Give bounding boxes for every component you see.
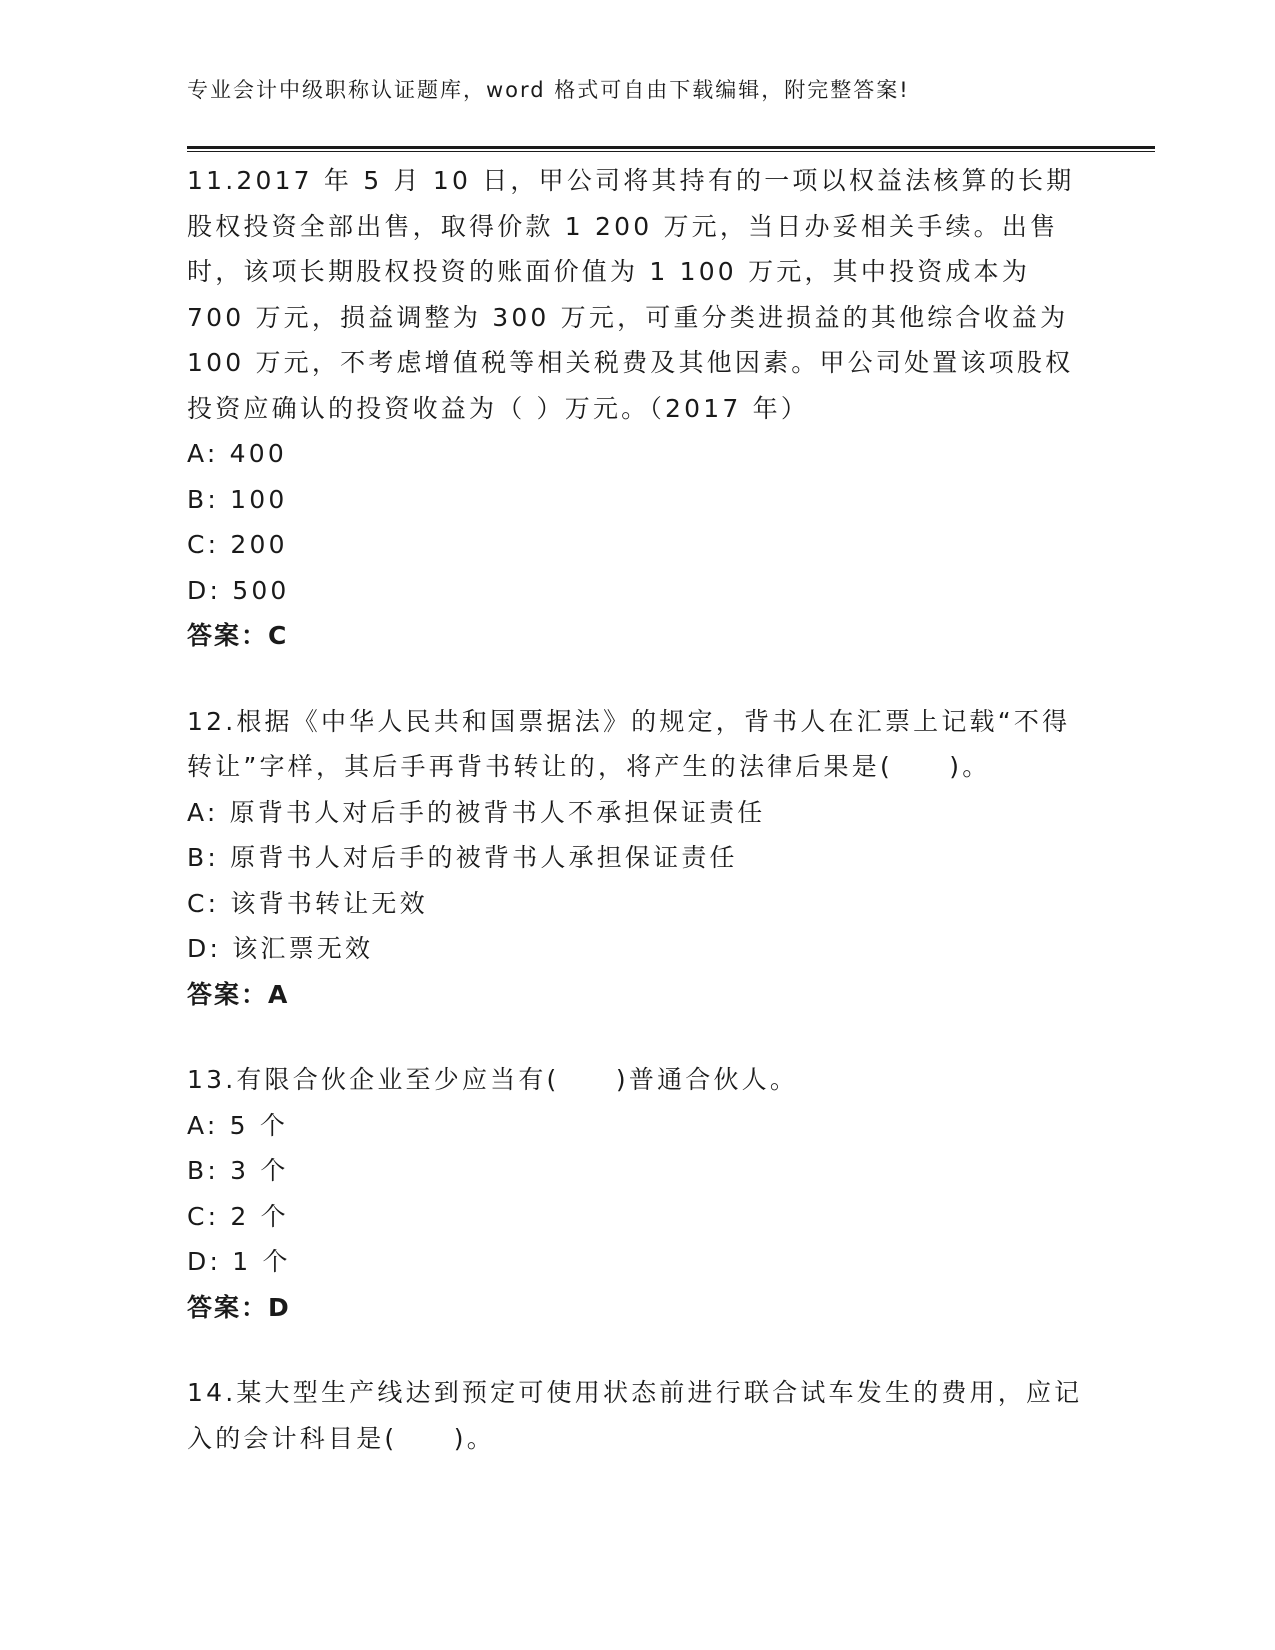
answer-label: 答案：A — [187, 979, 290, 1009]
option-d: D: 该汇票无效 — [187, 934, 374, 963]
answer-label: 答案：D — [187, 1292, 291, 1322]
option-a: A: 400 — [187, 439, 287, 468]
option-d: D: 1 个 — [187, 1247, 291, 1276]
option-a: A: 原背书人对后手的被背书人不承担保证责任 — [187, 797, 766, 827]
option-a: A: 5 个 — [187, 1110, 289, 1140]
option-b: B: 3 个 — [187, 1156, 289, 1185]
question-stem: 14.某大型生产线达到预定可使用状态前进行联合试车发生的费用，应记入的会计科目是( )。 — [187, 1378, 1083, 1453]
option-b: B: 100 — [187, 484, 288, 514]
question-list — [187, 158, 1087, 1501]
question-12 — [187, 699, 1087, 1018]
option-c: C: 200 — [187, 530, 288, 559]
header-divider-thin — [187, 151, 1155, 152]
question-stem: 11.2017 年 5 月 10 日，甲公司将其持有的一项以权益法核算的长期股权投资全部出售，取得价款 1 200 万元，当日办妥相关手续。出售时，该项长期股权投资的账面价值为 1 100 万元，其中投资成本为 700 万元，损益调整为 300 万元，可重分类进损益的其他综合收益为 100 万元，不考虑增值税等相关税费及其他因素。甲公司处置该项股权投资应确认的投资收益为（ ）万元。（2017 年） — [187, 166, 1075, 423]
question-11 — [187, 158, 1087, 659]
option-c: C: 该背书转让无效 — [187, 888, 428, 918]
option-b: B: 原背书人对后手的被背书人承担保证责任 — [187, 843, 738, 872]
option-d: D: 500 — [187, 575, 290, 605]
answer-label: 答案：C — [187, 621, 289, 650]
header-divider — [187, 146, 1155, 149]
question-stem: 12.根据《中华人民共和国票据法》的规定，背书人在汇票上记载“不得转让”字样，其后手再背书转让的，将产生的法律后果是( )。 — [187, 706, 1071, 781]
question-13 — [187, 1057, 1087, 1330]
page-header: 专业会计中级职称认证题库，word 格式可自由下载编辑，附完整答案! — [187, 78, 910, 102]
option-c: C: 2 个 — [187, 1201, 289, 1231]
question-stem: 13.有限合伙企业至少应当有( )普通合伙人。 — [187, 1065, 799, 1094]
question-14 — [187, 1370, 1087, 1461]
